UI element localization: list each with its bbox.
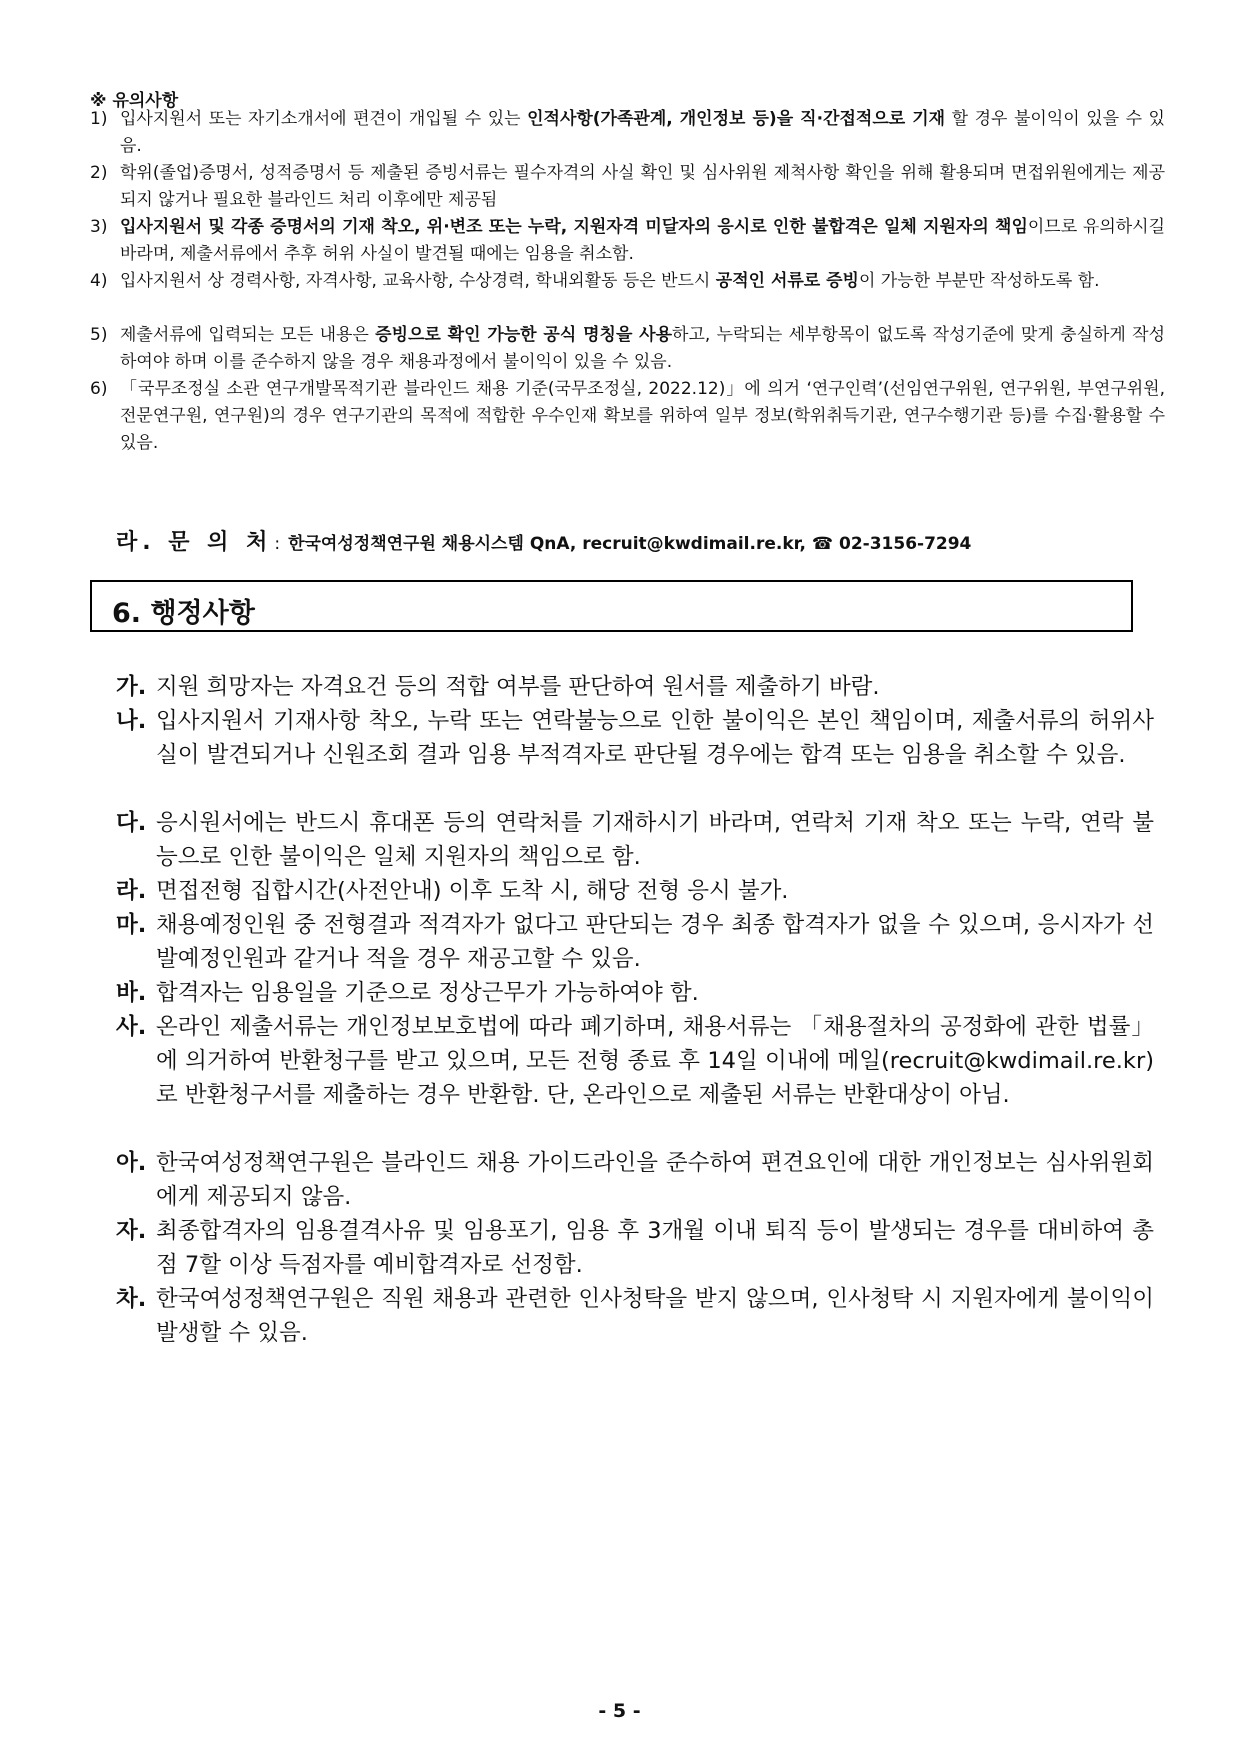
note-text-plain: 입사지원서 상 경력사항, 자격사항, 교육사항, 수상경력, 학내외활동 등은 반드시 [120,271,716,291]
note-text-bold: 입사지원서 및 각종 증명서의 기재 착오, 위·변조 또는 누락, 지원자격 미달자의 응시로 인한 불합격은 일체 지원자의 책임 [120,217,1028,237]
admin-item-marker: 자. [116,1218,147,1244]
note-item-6 [90,376,1165,457]
admin-item-ma [116,908,1154,976]
note-text-plain: 할 경우 불이익이 있을 수 있음. [120,109,1165,156]
notes-title: ※ 유의사항 [90,91,179,111]
admin-item-a [116,1146,1154,1214]
inquiry-line [116,525,971,556]
inquiry-contact: 한국여성정책연구원 채용시스템 QnA, recruit@kwdimail.re.kr, ☎ 02-3156-7294 [288,534,972,554]
note-text [120,106,1165,160]
note-text-plain: 「국무조정실 소관 연구개발목적기관 블라인드 채용 기준(국무조정실, 2022.12)」에 의거 ‘연구인력’(선임연구위원, 연구위원, 부연구위원, 전문연구원, 연구원)의 경우 연구기관의 목적에 적합한 우수인재 확보를 위하여 일부 정보(학위취득기관, 연구수행기관 등)를 수집·활용할 수 있음. [120,379,1165,453]
admin-item-text: 합격자는 임용일을 기준으로 정상근무가 가능하여야 함. [156,980,699,1006]
section-header-box [90,580,1133,632]
note-text-bold: 공적인 서류로 증빙 [715,271,859,291]
note-text-plain: 이므로 유의하시길 바라며, 제출서류에서 추후 허위 사실이 발견될 때에는 임용을 취소함. [120,217,1166,264]
admin-item-ra [116,874,1154,908]
admin-item-da [116,806,1154,874]
section-title: 6. 행정사항 [112,598,255,629]
admin-item-ba [116,976,1154,1010]
admin-item-ja [116,1214,1154,1282]
note-text-plain: 입사지원서 또는 자기소개서에 편견이 개입될 수 있는 [120,109,528,129]
note-text [120,268,1165,295]
admin-item-marker: 나. [116,708,147,734]
note-number: 1) [90,109,108,129]
admin-item-text: 한국여성정책연구원은 직원 채용과 관련한 인사청탁을 받지 않으며, 인사청탁 시 지원자에게 불이익이 발생할 수 있음. [156,1286,1154,1346]
note-number: 5) [90,325,108,345]
admin-item-text: 채용예정인원 중 전형결과 적격자가 없다고 판단되는 경우 최종 합격자가 없을 수 있으며, 응시자가 선발예정인원과 같거나 적을 경우 재공고할 수 있음. [156,912,1154,972]
admin-item-na [116,704,1154,772]
page-number: - 5 - [598,1700,641,1722]
admin-item-marker: 바. [116,980,147,1006]
note-number: 4) [90,271,108,291]
admin-item-sa [116,1010,1154,1112]
note-text-plain: 이 가능한 부분만 작성하도록 함. [858,271,1100,291]
note-text-bold: 인적사항(가족관계, 개인정보 등)을 직·간접적으로 기재 [527,109,946,129]
note-text-plain: 학위(졸업)증명서, 성적증명서 등 제출된 증빙서류는 필수자격의 사실 확인 및 심사위원 제척사항 확인을 위해 활용되며 면접위원에게는 제공되지 않거나 필요한 블라인드 처리 이후에만 제공됨 [120,163,1165,210]
note-number: 6) [90,379,108,399]
inquiry-colon: : [274,534,281,554]
note-item-1 [90,106,1165,160]
note-item-2 [90,160,1165,214]
note-item-3 [90,214,1165,268]
admin-item-text: 최종합격자의 임용결격사유 및 임용포기, 임용 후 3개월 이내 퇴직 등이 발생되는 경우를 대비하여 총점 7할 이상 득점자를 예비합격자로 선정함. [156,1218,1154,1278]
note-text-plain: 하고, 누락되는 세부항목이 없도록 작성기준에 맞게 충실하게 작성하여야 하며 이를 준수하지 않을 경우 채용과정에서 불이익이 있을 수 있음. [120,325,1165,372]
admin-item-marker: 마. [116,912,147,938]
admin-item-cha [116,1282,1154,1350]
inquiry-label: 라. 문 의 처 [116,530,273,555]
admin-item-marker: 아. [116,1150,147,1176]
admin-item-text: 온라인 제출서류는 개인정보보호법에 따라 폐기하며, 채용서류는 「채용절차의 공정화에 관한 법률」에 의거하여 반환청구를 받고 있으며, 모든 전형 종료 후 14일 이내에 메일(recruit@kwdimail.re.kr)로 반환청구서를 제출하는 경우 반환함. 단, 온라인으로 제출된 서류는 반환대상이 아님. [156,1014,1154,1108]
note-text [120,160,1165,214]
note-item-4 [90,268,1165,295]
note-text-bold: 증빙으로 확인 가능한 공식 명칭을 사용 [375,325,673,345]
admin-item-text: 응시원서에는 반드시 휴대폰 등의 연락처를 기재하시기 바라며, 연락처 기재 착오 또는 누락, 연락 불능으로 인한 불이익은 일체 지원자의 책임으로 함. [156,810,1154,870]
admin-item-marker: 라. [116,878,147,904]
admin-item-text: 입사지원서 기재사항 착오, 누락 또는 연락불능으로 인한 불이익은 본인 책임이며, 제출서류의 허위사실이 발견되거나 신원조회 결과 임용 부적격자로 판단될 경우에는 합격 또는 임용을 취소할 수 있음. [156,708,1154,768]
admin-item-marker: 다. [116,810,147,836]
admin-item-ga [116,670,1154,704]
admin-item-marker: 가. [116,674,147,700]
note-text-plain: 제출서류에 입력되는 모든 내용은 [120,325,376,345]
note-text [120,376,1165,457]
admin-item-marker: 차. [116,1286,147,1312]
note-item-5 [90,322,1165,376]
admin-item-marker: 사. [116,1014,147,1040]
note-number: 3) [90,217,108,237]
admin-item-text: 지원 희망자는 자격요건 등의 적합 여부를 판단하여 원서를 제출하기 바람. [156,674,880,700]
note-text [120,322,1165,376]
admin-item-text: 면접전형 집합시간(사전안내) 이후 도착 시, 해당 전형 응시 불가. [156,878,789,904]
admin-item-text: 한국여성정책연구원은 블라인드 채용 가이드라인을 준수하여 편견요인에 대한 개인정보는 심사위원회에게 제공되지 않음. [156,1150,1154,1210]
note-number: 2) [90,163,108,183]
note-text [120,214,1165,268]
